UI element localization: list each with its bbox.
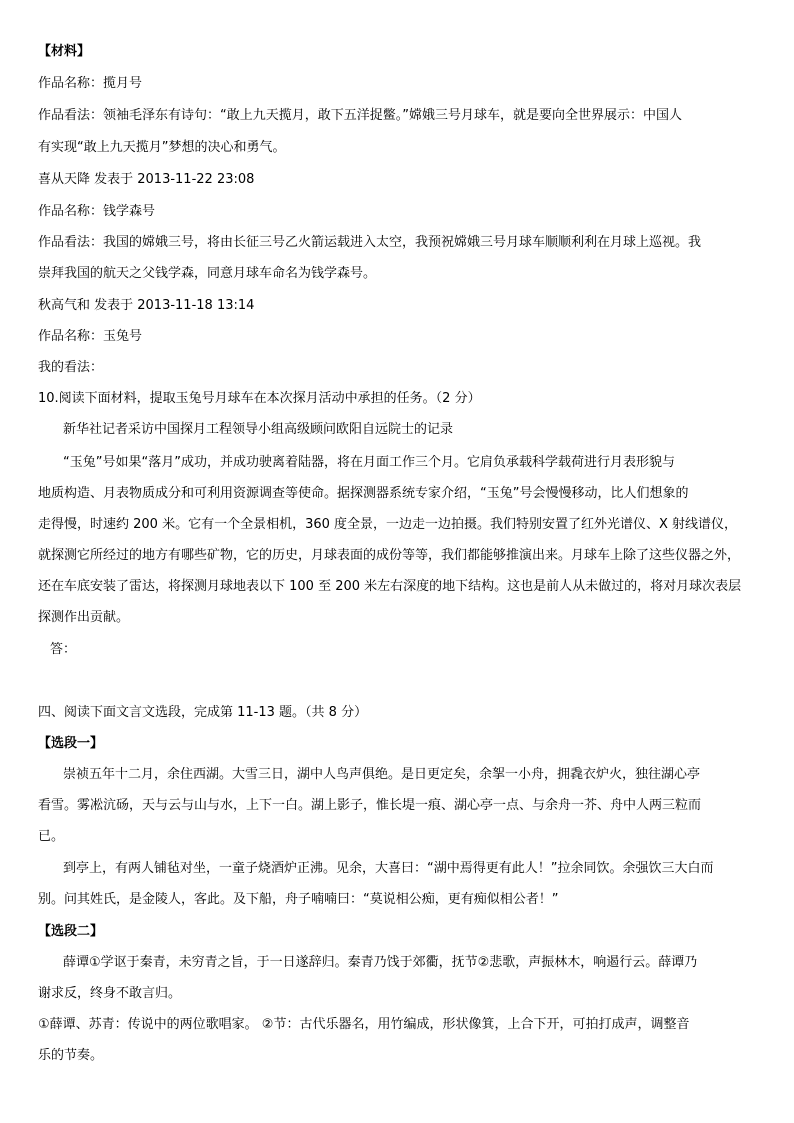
selection2-heading: 【选段二】 xyxy=(38,924,104,939)
selection2-note: ①薛谭、苏青：传说中的两位歌唱家。 ②节：古代乐器名，用竹编成，形状像箕，上合下开，可拍打成声，调整音 xyxy=(38,1017,690,1032)
post2-name: 作品名称：钱学森号 xyxy=(38,204,156,219)
selection1-line: 已。 xyxy=(38,829,65,844)
post3-name: 作品名称：玉兔号 xyxy=(38,329,143,344)
q10-paragraph-line: 探测作出贡献。 xyxy=(38,610,130,625)
selection1-heading: 【选段一】 xyxy=(38,736,104,751)
section4-heading: 四、阅读下面文言文选段，完成第 11-13 题。（共 8 分） xyxy=(38,705,368,720)
selection1-line: 到亭上，有两人铺毡对坐，一童子烧酒炉正沸。见余，大喜曰：“湖中焉得更有此人！”拉余同饮。余强饮三大白而 xyxy=(63,861,714,876)
selection1-line: 崇祯五年十二月，余住西湖。大雪三日，湖中人鸟声俱绝。是日更定矣，余挐一小舟，拥毳衣炉火，独往湖心亭 xyxy=(63,767,701,782)
selection2-line: 谢求反，终身不敢言归。 xyxy=(38,986,182,1001)
selection1-line: 别。问其姓氏，是金陵人，客此。及下船，舟子喃喃曰：“莫说相公痴，更有痴似相公者！” xyxy=(38,892,559,907)
post1-author: 喜从天降 发表于 2013-11-22 23:08 xyxy=(38,172,255,187)
q10-answer: 答： xyxy=(50,642,77,657)
selection1-line: 看雪。雾凇沆砀，天与云与山与水，上下一白。湖上影子，惟长堤一痕、湖心亭一点、与余舟一芥、舟中人两三粒而 xyxy=(38,798,702,813)
q10-paragraph-line: 还在车底安装了雷达，将探测月球地表以下 100 至 200 米左右深度的地下结构。这也是前人从未做过的，将对月球次表层 xyxy=(38,579,742,594)
post2-author: 秋高气和 发表于 2013-11-18 13:14 xyxy=(38,298,255,313)
q10-paragraph-line: 走得慢，时速约 200 米。它有一个全景相机，360 度全景，一边走一边拍摄。我们特别安置了红外光谱仪、X 射线谱仪， xyxy=(38,517,738,532)
q10-paragraph-line: 地质构造、月表物质成分和可利用资源调查等使命。据探测器系统专家介绍，“玉兔”号会慢慢移动，比人们想象的 xyxy=(38,486,689,501)
q10-prompt: 10.阅读下面材料，提取玉兔号月球车在本次探月活动中承担的任务。（2 分） xyxy=(38,391,481,406)
q10-paragraph-line: “玉兔”号如果“落月”成功，并成功驶离着陆器，将在月面工作三个月。它肩负承载科学载荷进行月表形貌与 xyxy=(63,455,675,470)
post2-view-line1: 作品看法：我国的嫦娥三号，将由长征三号乙火箭运载进入太空，我预祝嫦娥三号月球车顺顺利利在月球上巡视。我 xyxy=(38,235,702,250)
selection2-note: 乐的节奏。 xyxy=(38,1048,104,1063)
post2-view-line2: 崇拜我国的航天之父钱学森，同意月球车命名为钱学森号。 xyxy=(38,266,377,281)
post1-name: 作品名称：揽月号 xyxy=(38,76,143,91)
q10-title: 新华社记者采访中国探月工程领导小组高级顾问欧阳自远院士的记录 xyxy=(63,422,454,437)
q10-paragraph-line: 就探测它所经过的地方有哪些矿物，它的历史，月球表面的成份等等，我们都能够推演出来。月球车上除了这些仪器之外， xyxy=(38,548,741,563)
selection2-line: 薛谭①学讴于秦青，未穷青之旨，于一日遂辞归。秦青乃饯于郊衢，抚节②悲歌，声振林木，响遏行云。薛谭乃 xyxy=(63,955,698,970)
post1-view-line1: 作品看法：领袖毛泽东有诗句：“敢上九天揽月，敢下五洋捉鳖。”嫦娥三号月球车，就是要向全世界展示：中国人 xyxy=(38,108,682,123)
material-heading: 【材料】 xyxy=(38,44,91,59)
post3-my-view: 我的看法： xyxy=(38,360,104,375)
post1-view-line2: 有实现“敢上九天揽月”梦想的决心和勇气。 xyxy=(38,140,286,155)
